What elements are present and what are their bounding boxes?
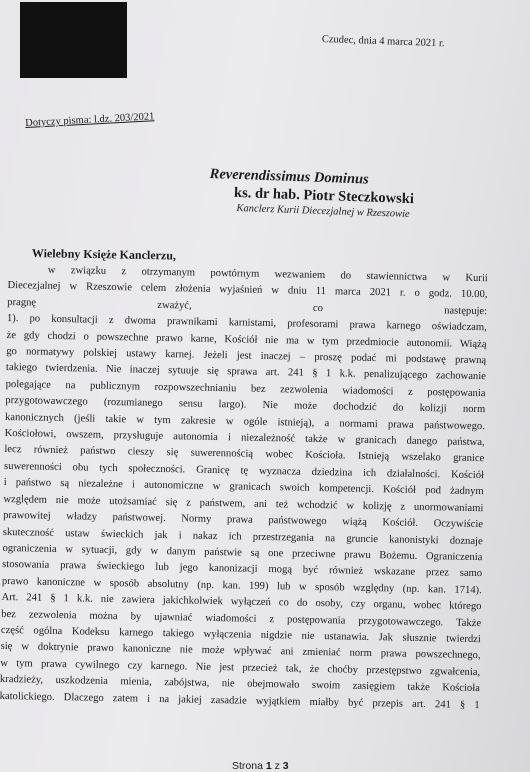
body-line: ograniczenia w sytuacji, gdy w danym państwie są one przeciwne prawu Bożemu. Ograniczenia xyxy=(2,542,483,564)
body-line: pragnę zważyć, co następuje: xyxy=(7,296,488,318)
page-of: z xyxy=(274,760,280,772)
letter-date: Czudec, dnia 4 marca 2021 r. xyxy=(321,34,445,50)
body-line: prawo kanoniczne w sposób absolutny (np. kan. 199) lub w sposób względny (np. kan. 1714). xyxy=(1,575,482,596)
body-line: skuteczność ustaw świeckich jak i nakaz ich przestrzegania na gruncie kanonistyki doznaje xyxy=(2,526,483,547)
letter-body xyxy=(0,262,488,714)
addressee-salutation: Reverendissimus Dominus xyxy=(209,165,369,188)
body-line: Art. 241 § 1 k.k. nie zawiera jakichkolwiek wyłączeń co do osoby, czy organu, wobec którego xyxy=(1,592,482,613)
page-footer xyxy=(232,760,289,772)
greeting: Wielebny Księże Kanclerzu, xyxy=(31,246,177,263)
body-line: względem nie może utożsamiać się z państwem, ani też wchodzić w kolizję z unormowaniami xyxy=(3,493,484,514)
page-label: Strona xyxy=(232,760,263,772)
body-line: Kościołowi, owszem, przysługuje autonomia i niezależność także w granicach danego państwa, xyxy=(4,428,485,449)
body-line: się w doktrynie prawo kanoniczne nie może wpływać ani zmieniać norm prawa powszechnego, xyxy=(0,641,481,662)
body-line: w związku z otrzymanym powtórnym wezwaniem do stawiennictwa w Kurii xyxy=(47,264,488,285)
body-line: lecz również państwo cieszy się suwerennością wobec Kościoła. Istnieją wszelako granice xyxy=(4,444,485,465)
body-line: stosowania prawa świeckiego lub jego kanonizacji mogą być również wskazane przez samo xyxy=(2,559,483,580)
body-line: kanonicznych (jeśli takie w tym zakresie w ogóle istnieją), a normami prawa państwowego. xyxy=(4,411,486,432)
body-line: go normatywy polskiej ustawy karnej. Jeżeli jest inaczej – proszę podać mi podstawę prawną xyxy=(6,346,487,367)
body-line: część ogólna Kodeksu karnego takiego wyłączenia nigdzie nie ustanawia. Jak słusznie twierdzi xyxy=(0,624,481,646)
body-line: suwerenności obu tych społeczności. Granicę tę wyznacza dziedzina ich działalności. Kościół xyxy=(3,460,485,482)
body-line: w tym prawa cywilnego czy karnego. Nie jest przecież tak, że choćby przestępstwo zgwałcenia, xyxy=(0,657,481,678)
body-line: kradzieży, uszkodzenia mienia, zabójstwa, nie obejmowało swoim zasięgiem także Kościoła xyxy=(0,674,480,695)
addressee-title: Kanclerz Kurii Diecezjalnej w Rzeszowie xyxy=(236,202,410,220)
page-number: 1 xyxy=(265,760,272,772)
body-line: takiego twierdzenia. Nie inaczej sytuuje się sprawa art. 241 § 1 k.k. penalizującego zachowanie xyxy=(5,362,486,383)
body-line: katolickiego. Dlaczego zatem i na jakiej zasadzie wyjątkiem miałby być przepis art. 241 § 1 xyxy=(0,690,480,711)
reference-text: Dotyczy pisma: l.dz. 203/2021 xyxy=(25,111,155,129)
addressee-block xyxy=(208,165,415,222)
redacted-letterhead xyxy=(20,2,127,78)
body-line: 1). po konsultacji z dwoma prawnikami karnistami, profesorami prawa karnego oświadczam, xyxy=(6,313,487,334)
body-line: bez zezwolenia można by ujawniać wiadomości z postępowania przygotowawczego. Także xyxy=(1,608,482,629)
addressee-name: ks. dr hab. Piotr Steczkowski xyxy=(233,184,415,208)
body-line: Diecezjalnej w Rzeszowie celem złożenia wyjaśnień w dniu 11 marca 2021 r. o godz. 10.00, xyxy=(7,280,488,301)
body-line: że gdy chodzi o powszechne prawo karne, Kościół nie ma w tym przedmiocie autonomii. Wiążą xyxy=(6,329,487,350)
page-total: 3 xyxy=(282,760,289,772)
body-line: prawowitej władzy państwowej. Normy prawa państwowego wiążą Kościół. Oczywiście xyxy=(3,510,484,531)
reference-number xyxy=(25,111,155,129)
body-line: i państwo są niezależne i autonomiczne w granicach swoich kompetencji. Kościół pod żadnym xyxy=(3,477,484,498)
body-line: przygotowawczego (rozumianego sensu largo). Nie może dochodzić do kolizji norm xyxy=(5,395,486,416)
body-line: polegające na publicznym rozpowszechnianiu bez zezwolenia wiadomości z postępowania xyxy=(5,378,486,400)
